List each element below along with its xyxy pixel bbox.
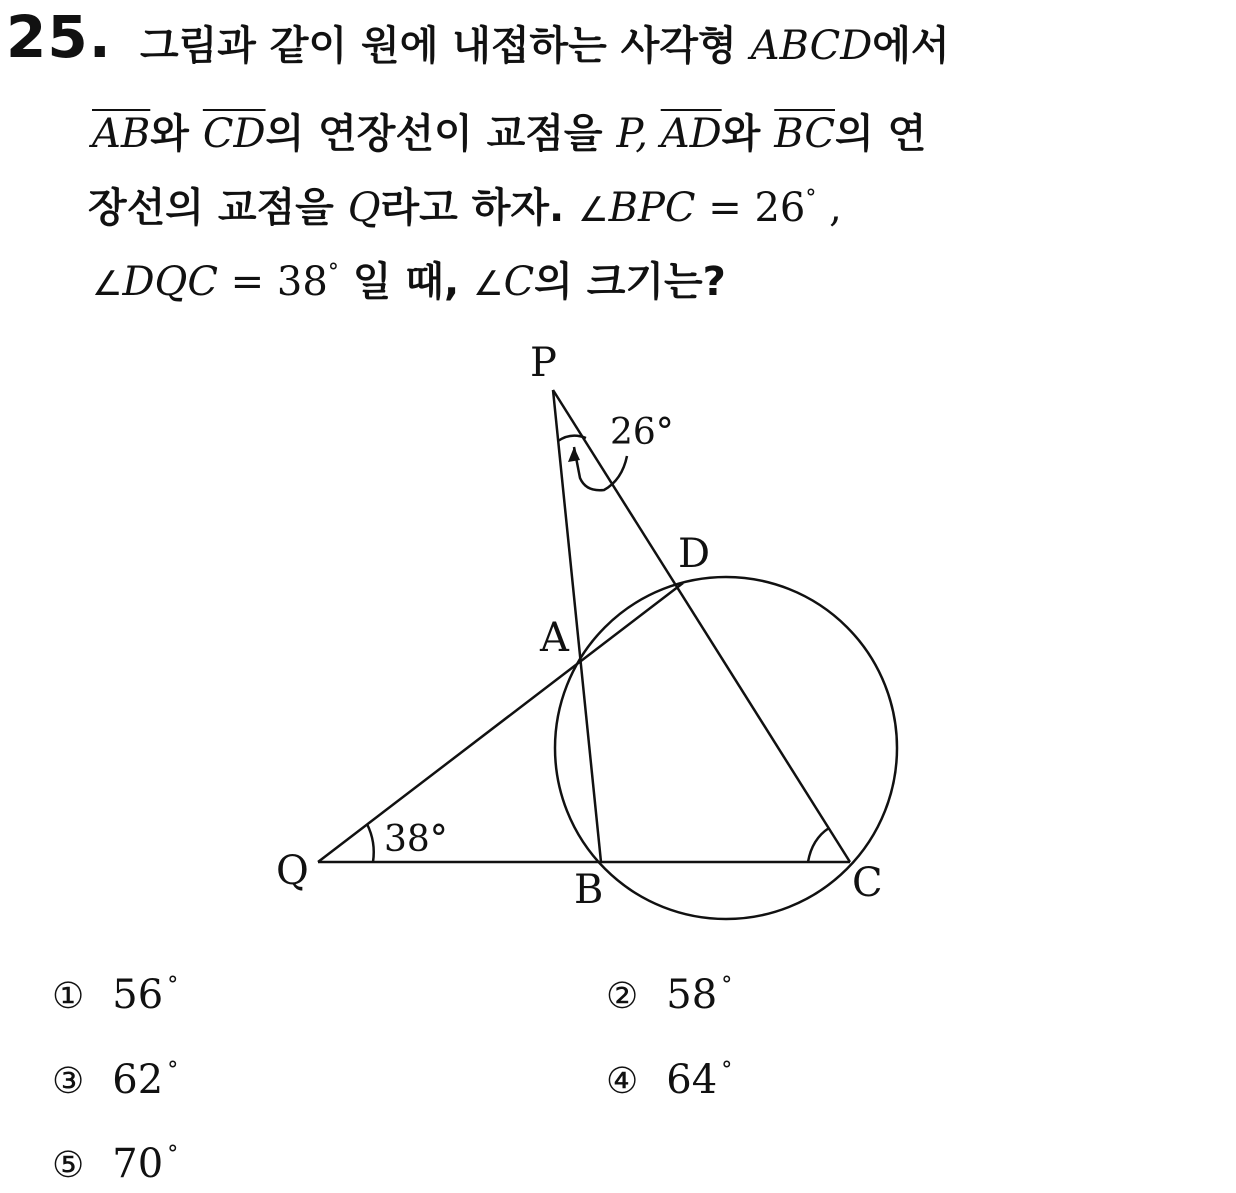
label-d: D — [678, 531, 711, 577]
circumscribed-circle — [555, 577, 897, 919]
angle-symbol: ∠ — [473, 264, 504, 304]
angle-c: C — [503, 259, 535, 305]
choice-5[interactable] — [52, 1141, 179, 1187]
degree-sign: ° — [167, 1142, 179, 1167]
question-number: 25. — [6, 3, 112, 71]
choice-value: 62 — [112, 1057, 164, 1103]
equals-sign: = — [217, 259, 277, 305]
degree-sign: ° — [167, 1058, 179, 1083]
segment-cd: $\overline{CD}$ — [202, 111, 266, 157]
label-c: C — [852, 860, 883, 906]
comma: , — [635, 111, 661, 157]
comma: , — [816, 185, 842, 231]
arrow-head-icon — [568, 447, 580, 462]
choice-value: 70 — [112, 1141, 164, 1187]
choice-1[interactable] — [52, 972, 179, 1018]
question-text: 의 연 — [835, 111, 927, 157]
degree-sign: ° — [721, 1058, 733, 1083]
choice-2[interactable] — [606, 972, 733, 1018]
degree-sign: ° — [167, 973, 179, 998]
choice-3[interactable] — [52, 1057, 179, 1103]
angle-label-q: 38° — [384, 819, 448, 860]
angle-arc-c — [808, 828, 829, 862]
question-text: 의 크기는? — [534, 259, 726, 305]
degree-sign: ° — [805, 186, 817, 211]
choice-value: 58 — [666, 972, 718, 1018]
segment-ab: $\overline{AB}$ — [92, 111, 151, 157]
question-text: 라고 하자. — [380, 185, 579, 231]
equals-sign: = — [695, 185, 755, 231]
angle-arc-p — [558, 436, 586, 441]
angle-arc-q — [367, 824, 374, 862]
question-text: 와 — [150, 111, 203, 157]
point-p: P — [616, 111, 636, 157]
degree-sign: ° — [721, 973, 733, 998]
line-pc — [553, 390, 850, 862]
segment-ad: $\overline{AD}$ — [660, 111, 722, 157]
angle-symbol: ∠ — [578, 190, 609, 230]
choice-mark: ⑤ — [52, 1145, 85, 1186]
choice-mark: ③ — [52, 1061, 85, 1102]
quadrilateral-name: ABCD — [750, 23, 873, 69]
line-qd — [318, 583, 683, 862]
choice-mark: ④ — [606, 1061, 639, 1102]
question-text: 장선의 교점을 — [88, 185, 348, 231]
label-p: P — [530, 340, 557, 386]
choice-4[interactable] — [606, 1057, 733, 1103]
label-q: Q — [276, 848, 309, 894]
question-text: 와 — [721, 111, 775, 157]
point-q: Q — [347, 185, 381, 231]
angle-symbol: ∠ — [92, 264, 123, 304]
question-text: 그림과 같이 원에 내접하는 사각형 — [140, 23, 751, 69]
angle-bpc: BPC — [608, 185, 696, 231]
label-a: A — [540, 615, 569, 661]
segment-bc: $\overline{BC}$ — [774, 111, 835, 157]
angle-label-p: 26° — [610, 412, 674, 453]
angle-value: 38 — [276, 259, 328, 305]
choice-value: 56 — [112, 972, 164, 1018]
question-text: 에서 — [872, 23, 950, 69]
angle-dqc: DQC — [122, 259, 218, 305]
choice-mark: ② — [606, 976, 639, 1017]
choice-mark: ① — [52, 976, 85, 1017]
question-text: 의 연장선이 교점을 — [265, 111, 617, 157]
choice-value: 64 — [666, 1057, 718, 1103]
angle-value: 26 — [754, 185, 806, 231]
degree-sign: ° — [327, 260, 339, 285]
label-b: B — [574, 867, 604, 913]
angle-pointer-p — [574, 447, 627, 490]
question-text: 일 때, — [338, 259, 474, 305]
